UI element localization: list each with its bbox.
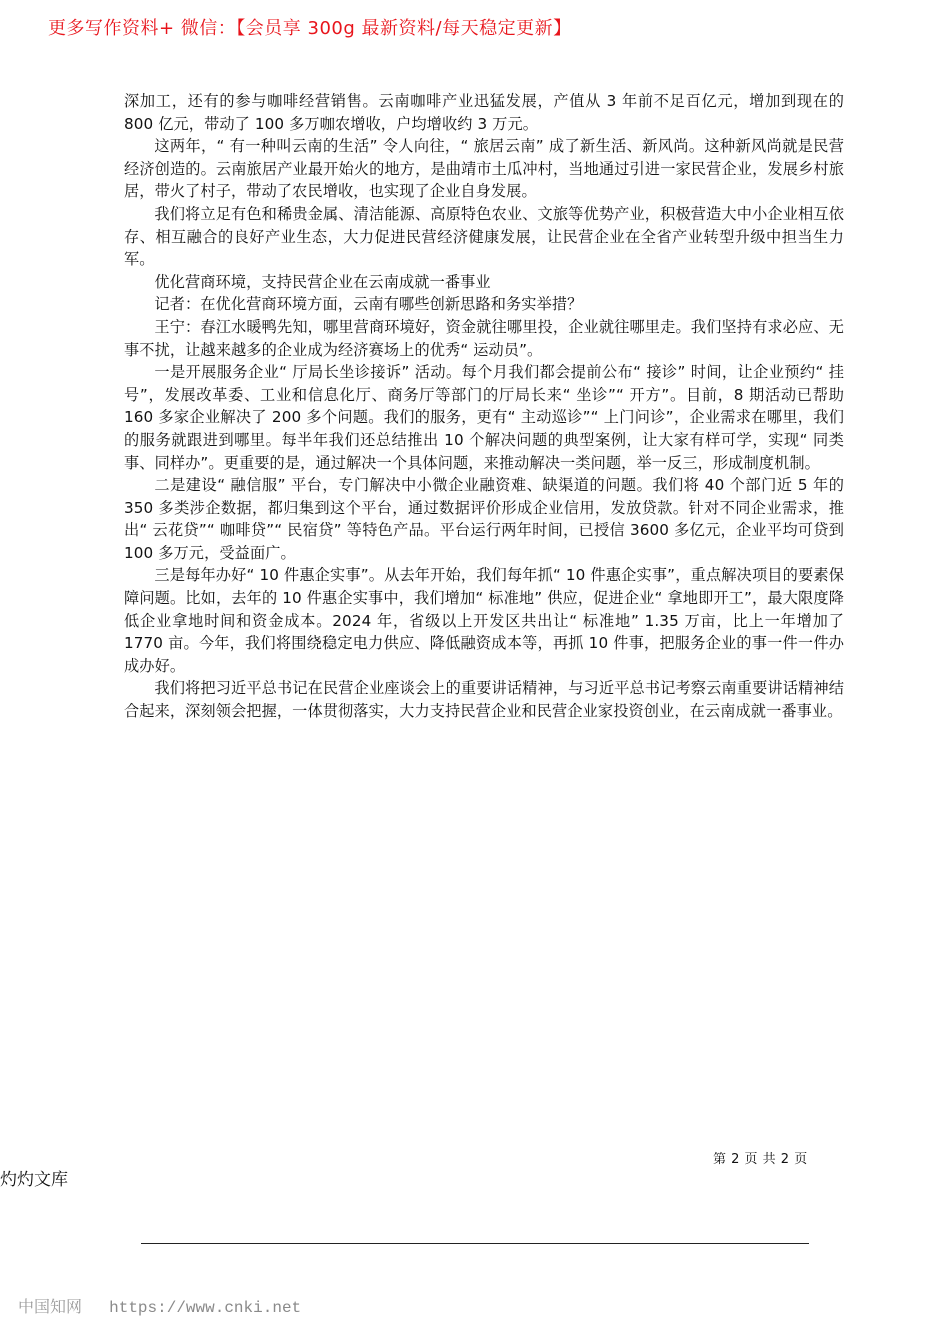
- site-url: https://www.cnki.net: [109, 1299, 302, 1317]
- paragraph: 我们将把习近平总书记在民营企业座谈会上的重要讲话精神，与习近平总书记考察云南重要讲话精神结合起来，深刻领会把握，一体贯彻落实，大力支持民营企业和民营企业家投资创业，在云南成就一番事业。: [124, 679, 844, 721]
- paragraph: 深加工，还有的参与咖啡经营销售。云南咖啡产业迅猛发展，产值从 3 年前不足百亿元，增加到现在的 800 亿元，带动了 100 多万咖农增收，户均增收约 3 万元。: [124, 92, 844, 133]
- paragraph: 这两年，“ 有一种叫云南的生活” 令人向往，“ 旅居云南” 成了新生活、新风尚。这种新风尚就是民营经济创造的。云南旅居产业最开始火的地方，是曲靖市土瓜冲村，当地通过引进一家民营企业，发展乡村旅居，带火了村子，带动了农民增收，也实现了企业自身发展。: [124, 137, 844, 201]
- section-heading: 优化营商环境，支持民营企业在云南成就一番事业: [154, 272, 491, 291]
- paragraph: 三是每年办好“ 10 件惠企实事”。从去年开始，我们每年抓“ 10 件惠企实事”，重点解决项目的要素保障问题。比如，去年的 10 件惠企实事中，我们增加“ 标准地” 供应，促进企业“ 拿地即开工”，最大限度降低企业拿地时间和资金成本。2024 年，省级以上开发区共出让“ 标准地” 1.35 万亩，比上一年增加了 1770 亩。今年，我们将围绕稳定电力供应、降低融资成本等，再抓 10 件事，把服务企业的事一件一件办成办好。: [124, 566, 844, 675]
- footer-divider: [141, 1243, 809, 1244]
- article-body: [124, 90, 844, 723]
- paragraph: 我们将立足有色和稀贵金属、清洁能源、高原特色农业、文旅等优势产业，积极营造大中小企业相互依存、相互融合的良好产业生态，大力促进民营经济健康发展，让民营企业在全省产业转型升级中担当生力军。: [124, 204, 844, 269]
- source-watermark: [18, 1294, 301, 1317]
- interview-question: 记者：在优化营商环境方面，云南有哪些创新思路和务实举措？: [154, 295, 583, 314]
- page-number: 第 2 页 共 2 页: [713, 1152, 808, 1167]
- paragraph: 王宁：春江水暖鸭先知，哪里营商环境好，资金就往哪里投，企业就往哪里走。我们坚持有求必应、无事不扰，让越来越多的企业成为经济赛场上的优秀“ 运动员”。: [124, 317, 844, 359]
- promo-banner: 更多写作资料+ 微信：【会员享 300g 最新资料/每天稳定更新】: [48, 18, 572, 39]
- site-name: 中国知网: [18, 1297, 83, 1316]
- paragraph: 一是开展服务企业“ 厅局长坐诊接诉” 活动。每个月我们都会提前公布“ 接诊” 时间，让企业预约“ 挂号”，发展改革委、工业和信息化厅、商务厅等部门的厅局长来“ 坐诊”“ 开方”。目前，8 期活动已帮助 160 多家企业解决了 200 多个问题。我们的服务，更有“ 主动巡诊”“ 上门问诊”，企业需求在哪里，我们的服务就跟进到哪里。每半年我们还总结推出 10 个解决问题的典型案例，让大家有样可学，实现“ 同类事、同样办”。更重要的是，通过解决一个具体问题，来推动解决一类问题，举一反三，形成制度机制。: [124, 363, 844, 472]
- paragraph: 二是建设“ 融信服” 平台，专门解决中小微企业融资难、缺渠道的问题。我们将 40 个部门近 5 年的 350 多类涉企数据，都归集到这个平台，通过数据评价形成企业信用，发放贷款。针对不同企业需求，推出“ 云花贷”“ 咖啡贷”“ 民宿贷” 等特色产品。平台运行两年时间，已授信 3600 多亿元，企业平均可贷到 100 多万元，受益面广。: [124, 476, 844, 562]
- brand-label: 灼灼文库: [0, 1170, 68, 1190]
